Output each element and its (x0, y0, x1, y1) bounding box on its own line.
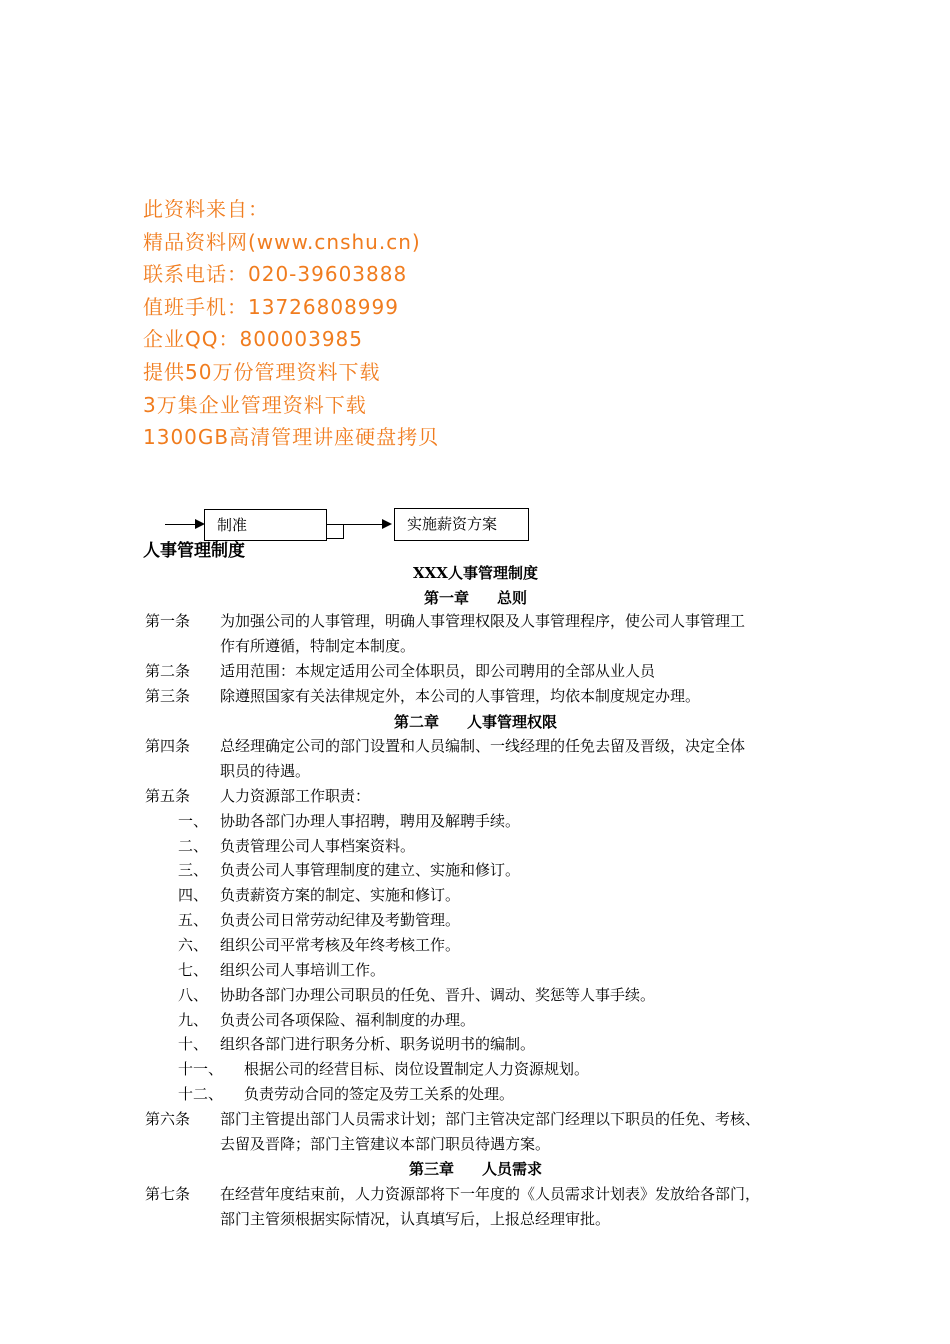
flow-box-approve-label: 制准 (217, 516, 248, 534)
duty-no: 十二、 (178, 1085, 224, 1103)
duty-no: 二、 (178, 837, 209, 855)
promo-line: 此资料来自： (143, 197, 269, 221)
duty-no: 四、 (178, 886, 209, 904)
flow-box-implement-label: 实施薪资方案 (407, 515, 498, 533)
article-text: 部门主管须根据实际情况，认真填写后，上报总经理审批。 (220, 1210, 611, 1228)
duty-text: 协助各部门办理公司职员的任免、晋升、调动、奖惩等人事手续。 (220, 986, 656, 1004)
duty-text: 负责薪资方案的制定、实施和修订。 (220, 886, 461, 904)
article-no: 第四条 (145, 737, 191, 755)
duty-no: 十一、 (178, 1060, 224, 1078)
promo-line: 联系电话：020-39603888 (143, 262, 408, 287)
chapter-2-no: 第二章 (393, 713, 439, 731)
article-no: 第六条 (145, 1110, 191, 1128)
article-text: 除遵照国家有关法律规定外，本公司的人事管理，均依本制度规定办理。 (220, 687, 701, 705)
duty-text: 根据公司的经营目标、岗位设置制定人力资源规划。 (244, 1060, 590, 1078)
duty-text: 组织公司人事培训工作。 (220, 961, 386, 979)
article-no: 第五条 (145, 787, 191, 805)
article-no: 第三条 (145, 687, 191, 705)
article-text: 适用范围：本规定适用公司全体职员，即公司聘用的全部从业人员 (220, 662, 656, 680)
flow-connector-bottom (327, 538, 344, 539)
article-text: 作有所遵循，特制定本制度。 (220, 637, 416, 655)
article-text: 为加强公司的人事管理，明确人事管理权限及人事管理程序，使公司人事管理工 (220, 612, 746, 630)
chapter-3-heading (143, 1158, 808, 1179)
flow-arrow-in-line (165, 524, 195, 525)
duty-no: 五、 (178, 911, 209, 929)
article-no: 第一条 (145, 612, 191, 630)
promo-block (143, 193, 439, 454)
chapter-3-name: 人员需求 (482, 1160, 543, 1178)
article-text: 部门主管提出部门人员需求计划；部门主管决定部门经理以下职员的任免、考核、 (220, 1110, 761, 1128)
duty-no: 八、 (178, 986, 209, 1004)
duty-no: 六、 (178, 936, 209, 954)
promo-line: 企业QQ：800003985 (143, 327, 364, 352)
duty-text: 组织各部门进行职务分析、职务说明书的编制。 (220, 1035, 536, 1053)
chapter-1-heading (143, 587, 808, 608)
duty-no: 七、 (178, 961, 209, 979)
flow-arrow-out-line (327, 524, 382, 525)
article-no: 第七条 (145, 1185, 191, 1203)
chapter-2-name: 人事管理权限 (467, 713, 558, 731)
chapter-3-no: 第三章 (408, 1160, 454, 1178)
chapter-1-no: 第一章 (423, 589, 469, 607)
promo-line: 精品资料网(www.cnshu.cn) (143, 229, 421, 254)
promo-line: 3万集企业管理资料下载 (143, 392, 367, 417)
promo-line: 提供50万份管理资料下载 (143, 359, 381, 384)
article-no: 第二条 (145, 662, 191, 680)
flow-arrow-out-head (382, 519, 392, 529)
duty-text: 负责公司各项保险、福利制度的办理。 (220, 1011, 476, 1029)
flow-connector-vertical (343, 524, 344, 538)
duty-text: 负责公司日常劳动纪律及考勤管理。 (220, 911, 461, 929)
duty-no: 一、 (178, 812, 209, 830)
doc-heading: 人事管理制度 (143, 541, 245, 561)
article-text: 去留及晋降；部门主管建议本部门职员待遇方案。 (220, 1135, 551, 1153)
promo-line: 1300GB高清管理讲座硬盘拷贝 (143, 425, 440, 450)
chapter-1-name: 总则 (497, 589, 528, 607)
article-text: 总经理确定公司的部门设置和人员编制、一线经理的任免去留及晋级，决定全体 (220, 737, 746, 755)
duty-text: 组织公司平常考核及年终考核工作。 (220, 936, 461, 954)
flow-box-implement (394, 508, 529, 541)
promo-line: 值班手机：13726808999 (143, 294, 399, 319)
chapter-2-heading (143, 711, 808, 732)
duty-text: 负责劳动合同的签定及劳工关系的处理。 (244, 1085, 515, 1103)
duty-no: 三、 (178, 861, 209, 879)
article-text: 在经营年度结束前，人力资源部将下一年度的《人员需求计划表》发放给各部门， (220, 1185, 761, 1203)
doc-title: XXX人事管理制度 (413, 564, 538, 582)
duty-text: 协助各部门办理人事招聘，聘用及解聘手续。 (220, 812, 521, 830)
duty-no: 十、 (178, 1035, 209, 1053)
duty-text: 负责公司人事管理制度的建立、实施和修订。 (220, 861, 521, 879)
duty-text: 负责管理公司人事档案资料。 (220, 837, 416, 855)
article-text: 职员的待遇。 (220, 762, 311, 780)
duty-no: 九、 (178, 1011, 209, 1029)
article-text: 人力资源部工作职责： (220, 787, 371, 805)
